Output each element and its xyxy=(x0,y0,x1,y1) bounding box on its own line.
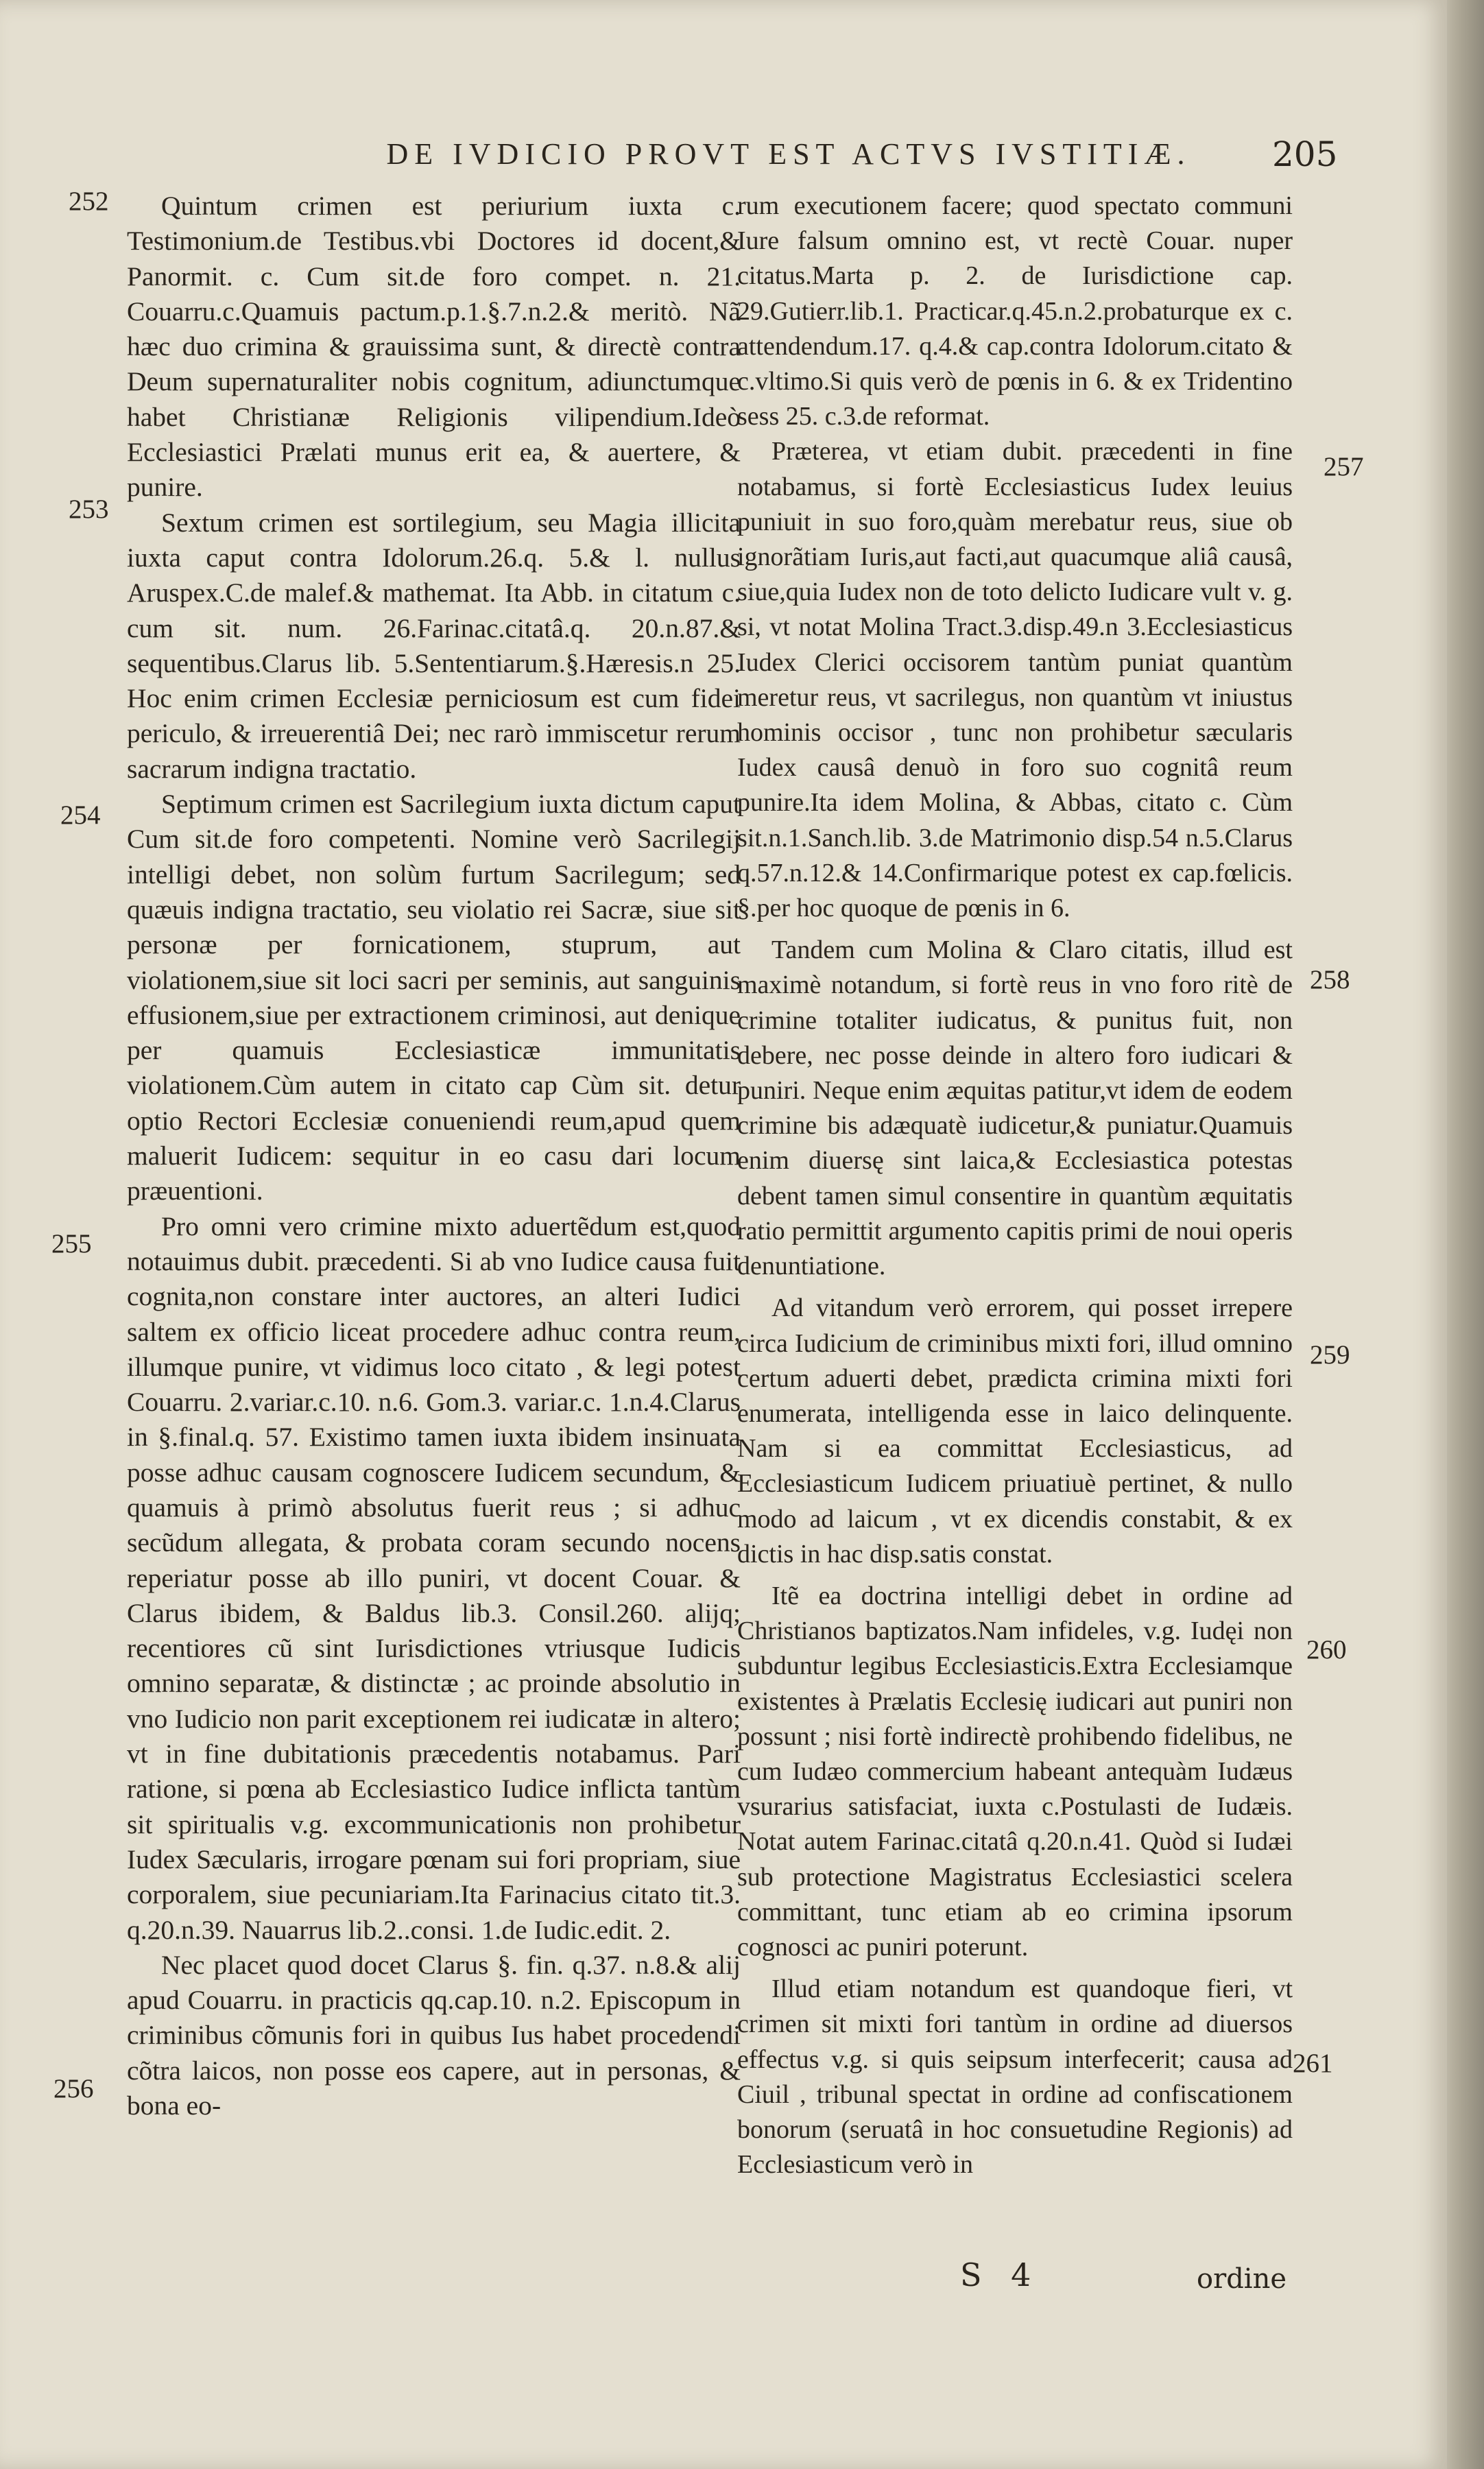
section-number: 256 xyxy=(53,2074,94,2103)
running-title: DE IVDICIO PROVT EST ACTVS IVSTITIÆ. xyxy=(386,137,1191,171)
section-number: 258 xyxy=(1310,965,1350,994)
paragraph: Itẽ ea doctrina intelligi debet in ordine ad Christianos baptizatos.Nam infideles, v.g. Iudęi non subduntur legibus Ecclesiasticis.Extra Ecclesiamque existentes à Prælatis Ecclesię iudicari aut puniri non possunt ; nisi fortè indirectè prohibendo fidelibus, ne cum Iudæo commercium habeant antequàm Iudæus vsurarius satisfaciat, iuxta c.Postulasti de Iudæis. Notat autem Farinac.citatâ q.20.n.41. Quòd si Iudæi sub protectione Magistratus Ecclesiastici scelera committant, tunc etiam ab eo crimina ipsorum cognosci ac puniri poterunt. xyxy=(737,1581,1293,1961)
paragraph: Illud etiam notandum est quandoque fieri, vt crimen sit mixti fori tantùm in ordine ad diuersos effectus v.g. si quis seipsum interfecerit; causa ad Ciuil , tribunal spectat in ordine ad confiscationem bonorum (seruatâ in hoc consuetudine Regionis) ad Ecclesiasticum verò in xyxy=(737,1975,1293,2180)
page-number: 205 xyxy=(1272,134,1338,174)
paragraph: rum executionem facere; quod spectato communi Iure falsum omnino est, vt rectè Couar. nuper citatus.Marta p. 2. de Iurisdictione cap. 29.Gutierr.lib.1. Practicar.q.45.n.2.probaturque ex c. attendendum.17. q.4.& cap.contra Idolorum.citato & c.vltimo.Si quis verò de pœnis in 6. & ex Tridentino sess 25. c.3.de reformat. xyxy=(737,191,1293,431)
paragraph: Præterea, vt etiam dubit. præcedenti in fine notabamus, si fortè Ecclesiasticus Iudex leuius puniuit in suo foro,quàm merebatur reus, siue ob ignorãtiam Iuris,aut facti,aut quacumque aliâ causâ, siue,quia Iudex non de toto delicto Iudicare vult v. g. si, vt notat Molina Tract.3.disp.49.n 3.Ecclesiasticus Iudex Clerici occisorem tantùm puniat quantùm meretur reus, vt sacrilegus, non quantùm vt iniustus hominis occisor , tunc non prohibetur sæcularis Iudex causâ denuò in foro suo cognitâ reum punire.Ita idem Molina, & Abbas, citato c. Cùm sit.n.1.Sanch.lib. 3.de Matrimonio disp.54 n.5.Clarus q.57.n.12.& 14.Confirmarique potest ex cap.fœlicis. §.per hoc quoque de pœnis in 6. xyxy=(737,437,1293,923)
paragraph: Quintum crimen est periurium iuxta c. Testimonium.de Testibus.vbi Doctores id docent,& Panormit. c. Cum sit.de foro compet. n. 21. Couarru.c.Quamuis pactum.p.1.§.7.n.2.& meritò. Nã hæc duo crimina & grauissima sunt, & directè contra Deum supernaturaliter nobis cognitum, adiunctumque habet Christianæ Religionis vilipendium.Ideò Ecclesiastici Prælati munus erit ea, & auertere, & punire. xyxy=(127,191,741,503)
paragraph: Septimum crimen est Sacrilegium iuxta dictum caput Cum sit.de foro competenti. Nomine verò Sacrilegij intelligi debet, non solùm furtum Sacrilegum; sed quæuis indigna tractatio, seu violatio rei Sacræ, siue sit personæ per fornicationem, stuprum, aut violationem,siue sit loci sacri per seminis, aut sanguinis effusionem,siue per extractionem criminosi, aut denique per quamuis Ecclesiasticæ immunitatis violationem.Cùm autem in citato cap Cùm sit. detur optio Rectori Ecclesiæ conueniendi reum,apud quem maluerit Iudicem: sequitur in eo casu dari locum præuentioni. xyxy=(127,789,741,1206)
right-column xyxy=(737,189,1293,2182)
section-number: 261 xyxy=(1293,2049,1333,2078)
paragraph: Nec placet quod docet Clarus §. fin. q.37. n.8.& alij apud Couarru. in practicis qq.cap.10. n.2. Episcopum in criminibus cõmunis fori in quibus Ius habet procedendi cõtra laicos, non posse eos capere, aut in personas, & bona eo- xyxy=(127,1949,741,2121)
section-number: 255 xyxy=(51,1229,92,1259)
signature-mark: S 4 xyxy=(960,2256,1041,2293)
section-number: 252 xyxy=(69,187,109,216)
catchword: ordine xyxy=(1197,2263,1287,2295)
section-number: 260 xyxy=(1306,1635,1347,1665)
paragraph: Ad vitandum verò errorem, qui posset irrepere circa Iudicium de criminibus mixti fori, illud omnino certum aduerti debet, prædicta crimina mixti fori enumerata, intelligenda esse in laico delinquente. Nam si ea committat Ecclesiasticus, ad Ecclesiasticum Iudicem priuatiuè pertinet, & nullo modo ad laicum , vt ex dicendis constabit, & ex dictis in hac disp.satis constat. xyxy=(737,1293,1293,1569)
paragraph: Sextum crimen est sortilegium, seu Magia illicita iuxta caput contra Idolorum.26.q. 5.& l. nullus Aruspex.C.de malef.& mathemat. Ita Abb. in citatum c. cum sit. num. 26.Farinac.citatâ.q. 20.n.87.& sequentibus.Clarus lib. 5.Sententiarum.§.Hæresis.n 25. Hoc enim crimen Ecclesiæ perniciosum est cum fidei periculo, & irreuerentiâ Dei; nec rarò immiscetur rerum sacrarum indigna tractatio. xyxy=(127,507,741,784)
paragraph: Tandem cum Molina & Claro citatis, illud est maximè notandum, si fortè reus in vno foro ritè de crimine totaliter iudicatus, & punitus fuit, non debere, nec posse deinde in altero foro iudicari & puniri. Neque enim æquitas patitur,vt idem de eodem crimine bis adæquatè iudicetur,& puniatur.Quamuis enim diuersę sint laica,& Ecclesiastica potestas debent tamen simul consentire in quantùm æquitatis ratio permittit argumento capitis primi de noui operis denuntiatione. xyxy=(737,935,1293,1281)
section-number: 257 xyxy=(1324,452,1364,481)
section-number: 259 xyxy=(1310,1340,1350,1370)
paragraph: Pro omni vero crimine mixto aduertẽdum est,quod notauimus dubit. præcedenti. Si ab vno Iudice causa fuit cognita,non constare inter auctores, an alteri Iudici saltem ex officio liceat procedere adhuc contra reum, illumque punire, vt vidimus loco citato , & legi potest Couarru. 2.variar.c.10. n.6. Gom.3. variar.c. 1.n.4.Clarus in §.final.q. 57. Existimo tamen iuxta ibidem insinuata posse adhuc causam cognoscere Iudicem secundum, & quamuis à primò absolutus fuerit reus ; si adhuc secũdum allegata, & probata coram secundo nocens reperiatur posse ab illo puniri, vt docent Couar. & Clarus ibidem, & Baldus lib.3. Consil.260. alijq; recentiores cũ sint Iurisdictiones vtriusque Iudicis omnino separatæ, & distinctæ ; ac proinde absolutio in vno Iudicio non parit exceptionem rei iudicatæ in altero; vt in fine dubitationis præcedentis notabamus. Pari ratione, si pœna ab Ecclesiastico Iudice inflicta tantùm sit spiritualis v.g. excommunicationis non prohibetur Iudex Sæcularis, irrogare pœnam sui fori propriam, siue corporalem, siue pecuniariam.Ita Farinacius citato tit.3. q.20.n.39. Nauarrus lib.2..consi. 1.de Iudic.edit. 2. xyxy=(127,1210,741,1945)
left-column xyxy=(127,189,741,2123)
page-edge xyxy=(1447,0,1484,2469)
section-number: 254 xyxy=(60,800,101,830)
section-number: 253 xyxy=(69,494,109,524)
